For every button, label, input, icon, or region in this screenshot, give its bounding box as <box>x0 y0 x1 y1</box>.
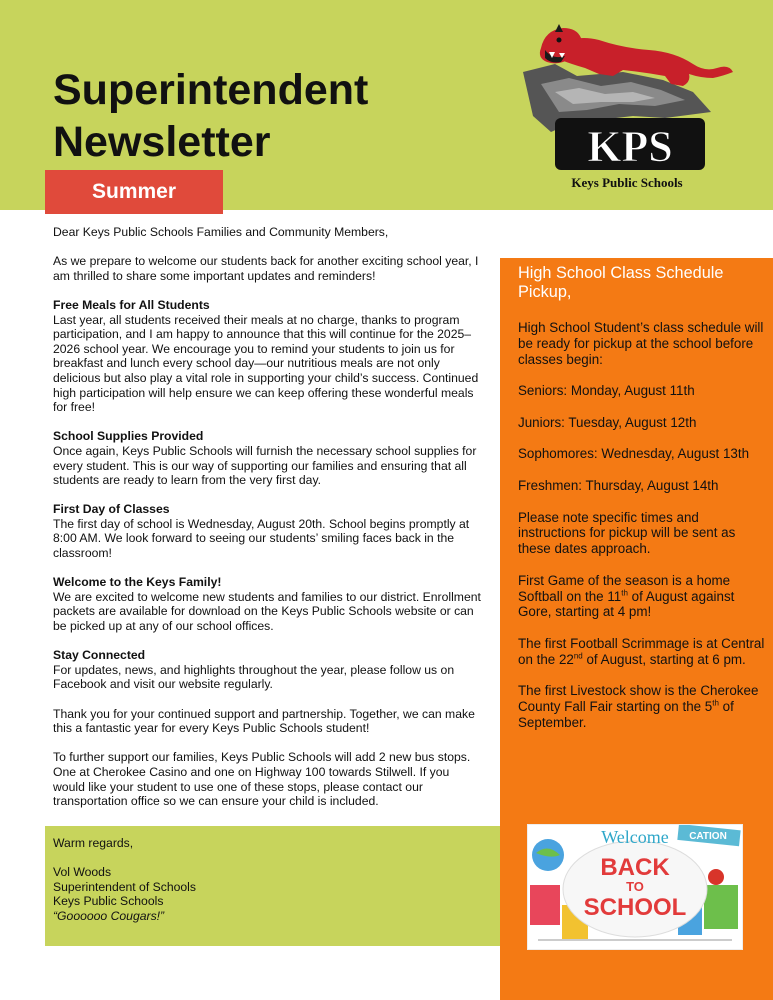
section-welcome <box>53 575 483 633</box>
greeting: Dear Keys Public Schools Families and Community Members, <box>53 225 389 239</box>
section-heading: First Day of Classes <box>53 502 170 517</box>
sidebar-title: High School Class Schedule Pickup, <box>518 264 724 301</box>
section-heading: Stay Connected <box>53 648 146 663</box>
section-heading: Welcome to the Keys Family! <box>53 575 222 590</box>
section-heading: School Supplies Provided <box>53 429 204 444</box>
section-body: For updates, news, and highlights throughout the year, please follow us on Facebook and visit our website regularly. <box>53 662 455 692</box>
image-school: SCHOOL <box>583 894 687 921</box>
back-to-school-illustration <box>528 825 742 949</box>
schedule-item: Freshmen: Thursday, August 14th <box>518 477 719 493</box>
schedule-sidebar <box>500 258 773 1000</box>
image-welcome: Welcome <box>601 827 669 847</box>
section-body: Last year, all students received their meals at no charge, thanks to program participation, and I am happy to announce that this will continue for the 2025–2026 school year. We encourage you to remind your students to join us for breakfast and lunch every school day—our nutritious meals are not only delicious but also play a vital role in supporting your child’s success. Continued high participation will help ensure we can keep offering these wonderful meals for free! <box>53 312 479 415</box>
football-note: The first Football Scrimmage is at Central on the 22nd of August, starting at 6 pm. <box>518 635 765 667</box>
schedule-item: Seniors: Monday, August 11th <box>518 383 695 399</box>
section-body: We are excited to welcome new students and families to our district. Enrollment packets are available for download on the Keys Public Schools website or can be picked up at any of our school offices. <box>53 589 481 634</box>
letter-body <box>53 225 483 823</box>
section-body: The first day of school is Wednesday, August 20th. School begins promptly at 8:00 AM. We look forward to seeing our students’ smiling faces back in the classroom! <box>53 516 470 561</box>
title-line-2: Newsletter <box>53 118 271 166</box>
bus-stop-paragraph: To further support our families, Keys Public Schools will add 2 new bus stops. One at Cherokee Casino and one on Highway 100 towards Stilwell. If you would like your student to use one of these stops, please contact our transportation office so we can ensure your child is included. <box>53 750 471 809</box>
sidebar-intro: High School Student’s class schedule will be ready for pickup at the school before classes begin: <box>518 320 764 367</box>
signer-name: Vol Woods <box>53 865 112 880</box>
sidebar-body <box>518 320 766 747</box>
signoff-box <box>45 826 500 946</box>
logo-subtitle: Keys Public Schools <box>571 175 683 190</box>
intro-paragraph: As we prepare to welcome our students back for another exciting school year, I am thrilled to share some important updates and reminders! <box>53 254 479 283</box>
logo-letters: KPS <box>587 122 673 171</box>
motto: “Goooooo Cougars!” <box>53 908 165 923</box>
back-to-school-image <box>527 824 743 950</box>
season-tag: Summer <box>45 170 223 214</box>
svg-text:CATION: CATION <box>689 831 727 842</box>
section-heading: Free Meals for All Students <box>53 297 210 312</box>
image-to: TO <box>626 879 644 894</box>
section-school-supplies <box>53 429 483 487</box>
signer-title: Superintendent of Schools <box>53 879 196 894</box>
closing: Warm regards, <box>53 836 134 850</box>
schedule-item: Sophomores: Wednesday, August 13th <box>518 446 750 462</box>
section-free-meals <box>53 298 483 415</box>
thanks-paragraph: Thank you for your continued support and partnership. Together, we can make this a fantastic year for every Keys Public Schools student! <box>53 706 475 736</box>
schedule-item: Juniors: Tuesday, August 12th <box>518 414 697 430</box>
section-first-day <box>53 502 483 560</box>
signer-org: Keys Public Schools <box>53 894 164 909</box>
section-body: Once again, Keys Public Schools will furnish the necessary school supplies for every student. This is our way of supporting our families and ensuring that all students are ready to learn from the very first day. <box>53 443 477 488</box>
livestock-note: The first Livestock show is the Cherokee County Fall Fair starting on the 5th of September. <box>518 683 759 730</box>
pickup-note: Please note specific times and instructions for pickup will be sent as these dates approach. <box>518 509 736 557</box>
signoff <box>53 836 196 924</box>
section-stay-connected <box>53 648 483 692</box>
softball-note: First Game of the season is a home Softball on the 11th of August against Gore, starting at 4 pm! <box>518 572 735 620</box>
image-back: BACK <box>600 854 670 881</box>
page-title <box>53 64 368 168</box>
kps-cougar-logo <box>515 20 740 195</box>
title-line-1: Superintendent <box>53 66 369 114</box>
